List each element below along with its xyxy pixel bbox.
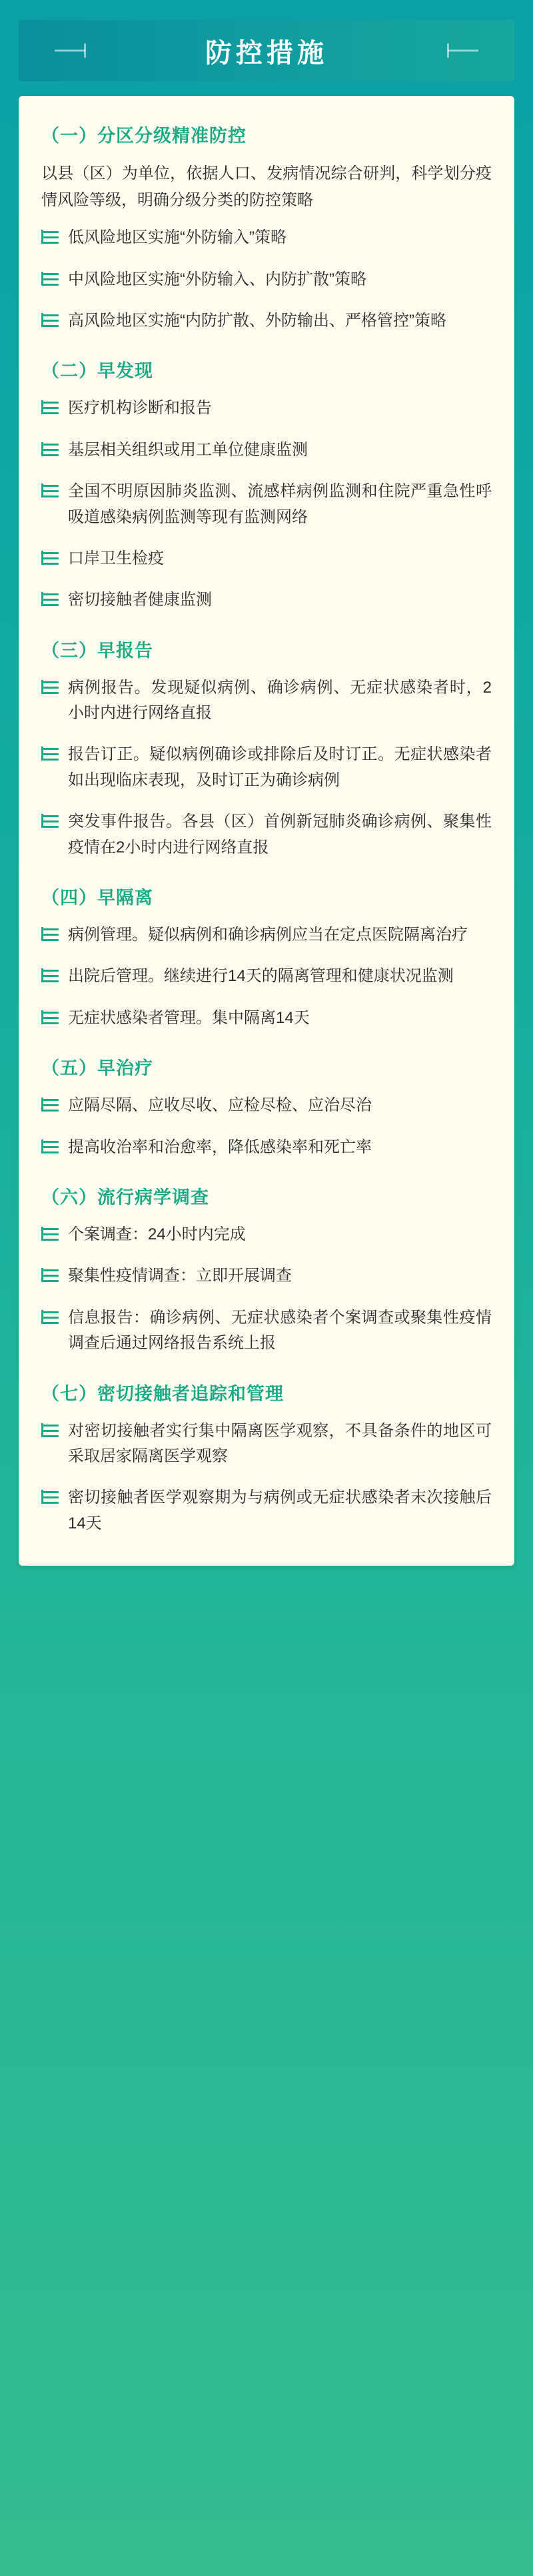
section-item-list xyxy=(41,1419,492,1537)
list-item xyxy=(41,479,492,530)
list-item xyxy=(41,675,492,727)
list-item-label: 高风险地区实施“内防扩散、外防输出、严格管控”策略 xyxy=(68,311,446,330)
section-heading: （三）早报告 xyxy=(41,640,153,661)
list-item xyxy=(41,809,492,860)
list-item-label: 无症状感染者管理。集中隔离14天 xyxy=(68,1008,310,1027)
section-heading: （五）早治疗 xyxy=(41,1058,153,1079)
list-bullet-icon xyxy=(41,1267,59,1285)
section-item-list xyxy=(41,1093,492,1160)
list-item-label: 信息报告：确诊病例、无症状感染者个案调查或聚集性疫情调查后通过网络报告系统上报 xyxy=(68,1308,492,1353)
list-bullet-icon xyxy=(41,483,59,500)
list-bullet-icon xyxy=(41,746,59,763)
section-item-list xyxy=(41,675,492,860)
list-item-label: 全国不明原因肺炎监测、流感样病例监测和住院严重急性呼吸道感染病例监测等现有监测网络 xyxy=(68,482,492,526)
list-item-label: 报告订正。疑似病例确诊或排除后及时订正。无症状感染者如出现临床表现，及时订正为确诊病例 xyxy=(68,745,492,789)
list-item xyxy=(41,964,492,989)
list-bullet-icon xyxy=(41,926,59,944)
list-bullet-icon xyxy=(41,312,59,330)
list-item-label: 基层相关组织或用工单位健康监测 xyxy=(68,440,308,459)
list-item xyxy=(41,1263,492,1289)
list-item xyxy=(41,1305,492,1357)
list-item xyxy=(41,438,492,463)
list-bullet-icon xyxy=(41,813,59,830)
list-bullet-icon xyxy=(41,400,59,417)
list-item-label: 医疗机构诊断和报告 xyxy=(68,399,212,418)
list-item-label: 密切接触者健康监测 xyxy=(68,591,212,609)
list-item-label: 病例报告。发现疑似病例、确诊病例、无症状感染者时，2小时内进行网络直报 xyxy=(68,678,492,723)
list-bullet-icon xyxy=(41,271,59,288)
list-item xyxy=(41,1093,492,1118)
list-item-label: 口岸卫生检疫 xyxy=(68,549,164,567)
list-item xyxy=(41,225,492,250)
section-item-list xyxy=(41,225,492,334)
section-heading: （四）早隔离 xyxy=(41,888,153,908)
page-title-bar xyxy=(19,20,514,81)
section-item-list xyxy=(41,1222,492,1357)
content-card xyxy=(19,96,514,1566)
section-heading: （二）早发现 xyxy=(41,361,153,382)
list-bullet-icon xyxy=(41,1309,59,1327)
list-bullet-icon xyxy=(41,1489,59,1506)
section-heading: （一）分区分级精准防控 xyxy=(41,126,247,146)
ornament-right-icon xyxy=(448,50,478,52)
list-item xyxy=(41,546,492,571)
list-item xyxy=(41,742,492,793)
list-bullet-icon xyxy=(41,229,59,246)
section-heading: （六）流行病学调查 xyxy=(41,1187,209,1207)
list-item xyxy=(41,1419,492,1470)
list-bullet-icon xyxy=(41,550,59,567)
list-item-label: 出院后管理。继续进行14天的隔离管理和健康状况监测 xyxy=(68,967,454,986)
section-paragraph: 以县（区）为单位，依据人口、发病情况综合研判，科学划分疫情风险等级，明确分级分类的防控策略 xyxy=(41,164,492,209)
list-bullet-icon xyxy=(41,679,59,697)
list-item xyxy=(41,308,492,334)
list-item xyxy=(41,1485,492,1536)
list-bullet-icon xyxy=(41,1139,59,1156)
list-item xyxy=(41,587,492,613)
list-bullet-icon xyxy=(41,968,59,985)
section-item-list xyxy=(41,922,492,1031)
list-item-label: 个案调查：24小时内完成 xyxy=(68,1225,246,1243)
list-item xyxy=(41,267,492,292)
list-item-label: 聚集性疫情调查：立即开展调查 xyxy=(68,1267,292,1285)
list-item-label: 提高收治率和治愈率，降低感染率和死亡率 xyxy=(68,1137,372,1156)
list-bullet-icon xyxy=(41,1226,59,1243)
page-title: 防控措施 xyxy=(205,38,328,68)
list-item-label: 密切接触者医学观察期为与病例或无症状感染者末次接触后14天 xyxy=(68,1488,492,1532)
list-bullet-icon xyxy=(41,1010,59,1027)
list-item xyxy=(41,1006,492,1031)
list-item xyxy=(41,396,492,421)
list-item-label: 中风险地区实施“外防输入、内防扩散”策略 xyxy=(68,270,366,288)
list-item xyxy=(41,1222,492,1247)
list-item-label: 低风险地区实施“外防输入”策略 xyxy=(68,228,286,247)
section-item-list xyxy=(41,396,492,613)
list-bullet-icon xyxy=(41,1423,59,1440)
ornament-left-icon xyxy=(55,50,85,52)
list-item xyxy=(41,922,492,948)
list-bullet-icon xyxy=(41,1097,59,1114)
list-item-label: 应隔尽隔、应收尽收、应检尽检、应治尽治 xyxy=(68,1096,372,1115)
list-item-label: 对密切接触者实行集中隔离医学观察，不具备条件的地区可采取居家隔离医学观察 xyxy=(68,1421,492,1465)
list-item-label: 病例管理。疑似病例和确诊病例应当在定点医院隔离治疗 xyxy=(68,926,468,944)
list-item xyxy=(41,1135,492,1160)
list-bullet-icon xyxy=(41,591,59,609)
list-item-label: 突发事件报告。各县（区）首例新冠肺炎确诊病例、聚集性疫情在2小时内进行网络直报 xyxy=(68,812,492,856)
section-heading: （七）密切接触者追踪和管理 xyxy=(41,1383,284,1404)
list-bullet-icon xyxy=(41,442,59,459)
